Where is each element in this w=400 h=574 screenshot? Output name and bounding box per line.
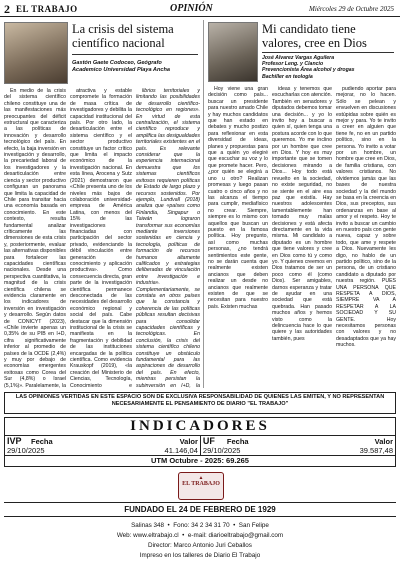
logo-icon: ▲ [198,476,204,481]
founded-line: FUNDADO EL 24 DE FEBRERO DE 1929 [4,502,396,517]
contact-line: Salinas 348 • Fono: 34 2 34 31 70 • San Felipe [131,522,269,529]
title-divider-right [262,52,394,53]
left-article-column-1: En medio de la crisis del sistema científico chileno constituye una de las manifestaciones más preocupantes del déficit estructural que caracteriza a las políticas de innovación y desarrollo tecnológico del país. En efecto, la baja inversión en investigación y desarrollo, la precariedad laboral de los investigadores y la desarticulación entre ciencia y sector productivo configuran un panorama que limita la capacidad de Chile para transitar hacia una economía basada en conocimiento. En este contexto, resulta fundamental analizar críticamente las dimensiones de esta crisis y, posteriormente, evaluar las alternativas disponibles para fortalecer las capacidades científicas nacionales. Desde una perspectiva cuantitativa, la magnitud de la crisis científica chilena se evidencia claramente en los indicadores de inversión en investigación y desarrollo. Según datos de CONICYT (2023), «Chile invierte apenas un 0,35% de su PIB en I+D, cifra significativamente inferior al promedio de países de la OCDE (2,4%) y muy por debajo de economías emergentes exitosas como Corea del Sur (4,8%) o Israel (5,1%)». Paralelamente, la [4,88,66,388]
left-article-column-3: librios territoriales y limitando las posibilidades de desarrollo científico-tecnológico en regiones». En virtud de esta centralización, el sistema científico reproduce y amplifica las desigualdades territoriales existentes en el país. Es relevante considerar que la experiencia internacional demuestra que los sistemas científicos exitosos requieren políticas de Estado de largo plazo y recursos sostenidos. Por ejemplo, Lundvall (2018) analiza que «países como Finlandia, Singapur o Taiwán lograron transformar sus economías mediante inversiones sostenidas en ciencia y tecnología, políticas de formación de recursos humanos altamente calificados y estrategias deliberadas de vinculación entre investigación e industria». Complementariamente, se constata en otros países que la constancia y coherencia de las políticas públicas resultan decisivas para consolidar capacidades científicas y tecnológicas. En conclusión, la crisis del sistema científico chileno constituye un obstáculo fundamental para las aspiraciones de desarrollo del país. En efecto, mientras persistan la subinversión en I+D, la [136,88,200,388]
left-article-column-2: atractiva y estable compromete la formación de masa crítica de investigadores y debilita la capacidad institucional del país. Por otro lado, la desarticulación entre el sistema científico y el sector productivo constituye un factor crítico que limita el impacto económico de la investigación nacional. En esta línea, Arocena y Sutz (2021) demostraron que «Chile presenta uno de los niveles más bajos de colaboración universidad-empresa de América Latina, con menos del 15% de las investigaciones financiadas con participación del sector privado, evidenciando la débil vinculación entre generación de conocimiento y aplicación productiva». Como consecuencia directa, gran parte de la investigación científica permanece desconectada de las necesidades del desarrollo económico regional y social del país. Cabe destacar que la dimensión institucional de la crisis se manifiesta en la fragmentación y debilidad de las instituciones encargadas de la política científica. Como evidencia Krauskopf (2019), «la creación del Ministerio de Ciencias, Tecnología, Conocimiento e [70,88,132,388]
web-line: Web: www.eltrabajo.cl • e-mail: diarioeltrabajo@gmail.com [116,532,284,539]
right-article-column-1: Hoy viene una gran decisión como país... buscar un presidente para nuestro amado Chile y hay muchos candidatos que han estado en debates y mucho postizo para reflexionar en esta diversidad de ideas, planes y propuestas para que a quién yo elegiré que escuchar su voz y lo que promete hacer. Pero, ¿por quién se elegirá a uno u otro? Realizan promesas y luego pasan cuatro o cinco años y no las alcanza el tiempo para cumplir, mediafísico no crear. Siempre, siempre es lo mismo con aquellos que buscan un puesto en la famosa política. Hoy pregunto, así como muchas personas, ¿no tendrá sentimientos este gente, no se darán cuenta que realmente existen ancianos que deben realizar un desde no ancianos que realmente existen de que se necesitan para nuestro país. Existen muchas [208,86,268,310]
title-divider [72,54,198,55]
byline-affiliation: Academico Universidad Playa Ancha [72,66,171,73]
indicators-values-row: 29/10/2025 41.146,04 29/10/2025 39.587,48 [7,446,393,455]
author-photo-right [208,22,258,82]
left-article-title: La crisis del sistema científico nacional [72,22,174,50]
printer-line: Impreso en los talleres de Diario El Trabajo [139,552,261,559]
indicators-title: INDICADORES [5,418,395,436]
right-article-title: Mi candidato tiene valores, cree en Dios [262,22,367,50]
issue-date: Miércoles 29 de Octubre 2025 [308,5,394,13]
director-line: Director: Marco Antonio Juri Ceballos [148,542,252,549]
right-article-column-3: pudiendo aportar para mejorar, no lo hacen. Sólo se pelean y envuelven en discusiones estúpidas sobre quién es mejor y para. Yo te invito a creer en alguien que tiene fe, no en un partido político, sino en la persona. Yo invito a votar por un hombre, un hombre que cree en Dios, de familia cristiana, con valores cristianos. No olvidemos jamás que las bases de nuestra sociedad y la del mundo se basa en la creencia en Dios, sus preceptos, sus ordenanzas en base al amor y el respeto. Hoy te invito a buscar un cambio en nuestro país con gente nueva, capaz y sobre todo, que ame y respete a Dios. Nuevamente les digo, no hablo de un partido político, sino de la persona, de un cristiano candidato a diputado por nuestra región. PUES UNA PERSONA QUE RESPETA A DIOS, SIEMPRE VA A RESPETAR A LA SOCIEDAD Y SU GENTE. Hoy necesitamos personas con valores y no desadaptados que ya hay muchos. [336,86,396,349]
utm-value: UTM Octubre - 2025: 69.265 [5,455,395,465]
column-divider [203,20,204,388]
right-article-column-2: ideas y tenemos que escucharlas con atención. También en senadores y diputados debemos tomar una decisión... y yo lo invito hoy a buscar a quien sí, quien tenga una postura acorde con lo que queremos. Yo me inclino por un hombre que cree en Dios. Y hoy es muy importante que se tomen decisiones mirando a Dios... Hoy todo está revuelto en la sociedad, no existe seguridad, no se siente en el aire esa paz que existía. Hay nuestros adolescentes lamentablemente han tomado muy malas decisiones y está afecta directamente en la vida misma. Mi candidato a diputado es un hombre que tiene valores y cree en Dios como tú y como yo. Y quienes creemos en Dios tratamos de ser un poco como él (como Dios). Ser amigables, darnos esperanza y tratar de ayudar en una sociedad que está quebrada. Han pasado muchos años y hemos visto como la delincuencia hace lo que quiere y las autoridades también, pues [272,86,332,342]
newspaper-logo [178,472,224,500]
indicators-table [5,436,395,455]
footer [0,470,400,574]
section-title: OPINIÓN [170,3,213,14]
byline-author: Gastón Gaete Codoceo, Geógrafo [72,60,162,66]
right-article-byline: José Alvarez Vargas Aguilera Profesor Leng. y Clancio Prevencionista Área alcohol y drogas Bachiller en teología [262,55,355,80]
logo-text: EL TRABAJO [182,481,220,487]
page-number: 2 [4,2,10,16]
left-article-byline [72,60,200,73]
author-photo [4,22,68,84]
indicators-header-row: IVP Fecha Valor UF Fecha Valor [7,436,393,446]
disclaimer-text: LAS OPINIONES VERTIDAS EN ESTE ESPACIO SON DE EXCLUSIVA RESPONSABILIDAD DE QUIENES LAS EMITEN, Y NO REPRESENTAN NECESARIAMENTE EL PENSAMIENTO DE DIARIO "EL TRABAJO" [15,394,385,407]
disclaimer-box [4,392,396,414]
indicators-box [4,417,396,467]
masthead-brand: EL TRABAJO [16,4,78,14]
